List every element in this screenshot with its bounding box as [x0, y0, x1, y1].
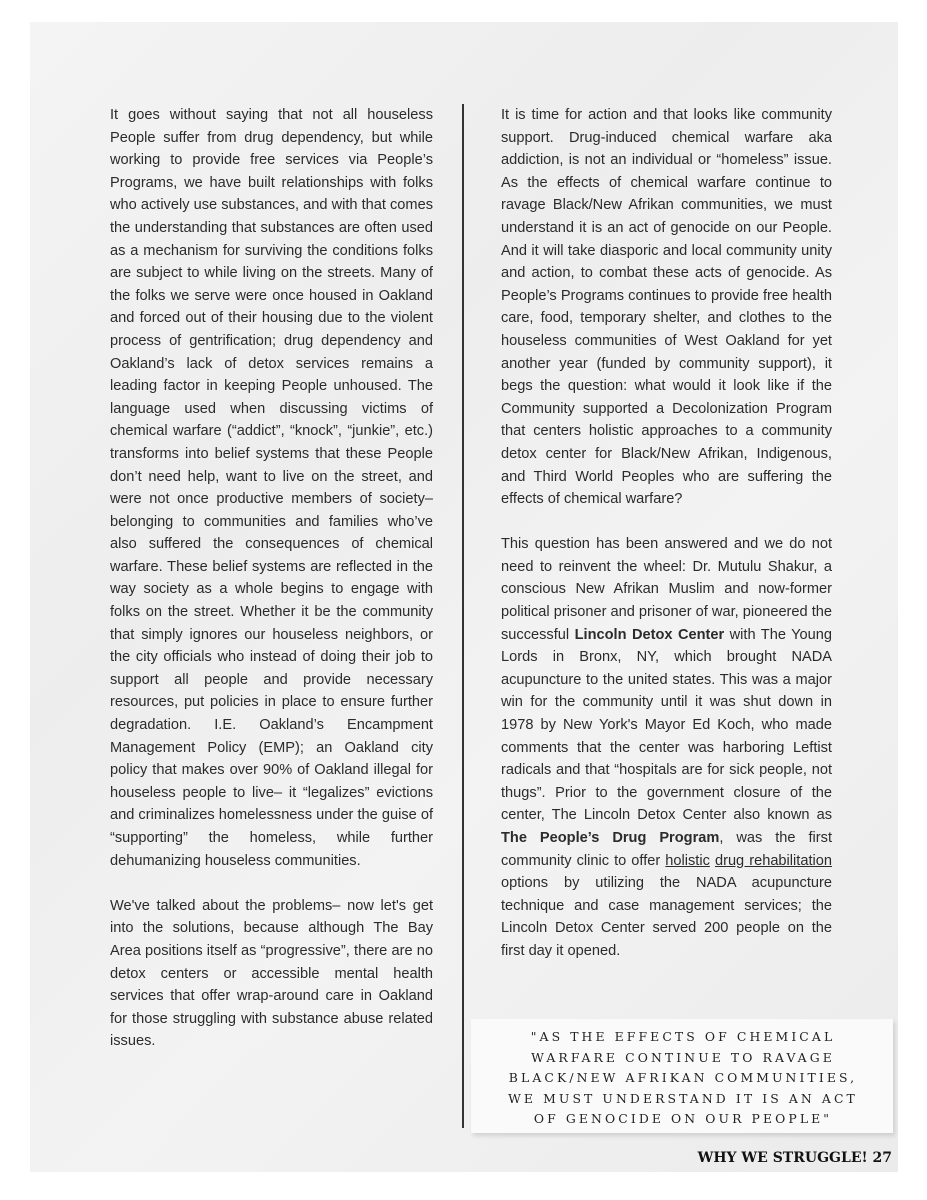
left-paragraph-2: We've talked about the problems– now let's get into the solutions, because although The Bay Area positions itself as “progressive”, there are no detox centers or accessible mental health services that offer wrap-around care in Oakland for those struggling with substance abuse related issues.: [110, 897, 433, 1050]
right-paragraph-2-text-b: with The Young Lords in Bronx, NY, which brought NADA acupuncture to the united states. This was a major win for the community until it was shut down in 1978 by New York's Mayor Ed Koch, who made comments that the center was harboring Leftist radicals and that “hospitals are for sick people, not thugs”. Prior to the government closure of the center, The Lincoln Detox Center also known as: [501, 626, 832, 824]
lincoln-detox-center-bold: Lincoln Detox Center: [574, 626, 725, 643]
right-paragraph-1: It is time for action and that looks like community support. Drug-induced chemical warfare aka addiction, is not an individual or “homeless” issue. As the effects of chemical warfare continue to ravage Black/New Afrikan communities, we must understand it is an act of genocide on our People. And it will take diasporic and local community unity and action, to combat these acts of genocide. As People’s Programs continues to provide free health care, food, temporary shelter, and clothes to the houseless communities of West Oakland for yet another year (funded by community support), it begs the question: what would it look like if the Community supported a Decolonization Program that centers holistic approaches to a community detox center for Black/New Afrikan, Indigenous, and Third World Peoples who are suffering the effects of chemical warfare?: [501, 107, 832, 508]
pull-quote: "AS THE EFFECTS OF CHEMICAL WARFARE CONTINUE TO RAVAGE BLACK/NEW AFRIKAN COMMUNITIES, WE MUST UNDERSTAND IT IS AN ACT OF GENOCIDE ON OUR PEOPLE": [508, 1029, 858, 1127]
drug-rehabilitation-link[interactable]: drug rehabilitation: [714, 852, 832, 869]
left-paragraph-1: It goes without saying that not all houseless People suffer from drug dependency, but while working to provide free services via People’s Programs, we have built relationships with folks who actively use substances, and with that comes the understanding that substances are often used as a mechanism for surviving the conditions folks are subject to while living on the streets. Many of the folks we serve were once housed in Oakland and forced out of their housing due to the violent process of gentrification; drug dependency and Oakland’s lack of detox services remains a leading factor in keeping People unhoused. The language used when discussing victims of chemical warfare (“addict”, “knock”, “junkie”, etc.) transforms into belief systems that these People don’t need help, want to live on the street, and were not once productive members of society– belonging to communities and families who’ve also suffered the consequences of chemical warfare. These belief systems are reflected in the way society as a whole begins to engage with folks on the street. Whether it be the community that simply ignores our houseless neighbors, or the city officials who instead of doing their job to support all people and provide necessary resources, put policies in place to ensure further degradation. I.E. Oakland’s Encampment Management Policy (EMP); an Oakland city policy that makes over 90% of Oakland illegal for houseless people to live– it “legalizes” evictions and criminalizes homelessness under the guise of “supporting” the homeless, while further dehumanizing houseless communities.: [110, 107, 433, 869]
left-column: [110, 104, 433, 1076]
column-divider: [462, 104, 464, 1128]
page-footer: [698, 1150, 892, 1166]
right-column: [501, 104, 832, 985]
peoples-drug-program-bold: The People’s Drug Program: [501, 830, 720, 846]
holistic-link[interactable]: holistic: [665, 852, 710, 869]
page-number: 27: [872, 1150, 892, 1166]
magazine-title: WHY WE STRUGGLE!: [697, 1150, 868, 1166]
right-paragraph-2-text-c: , was the first community clinic to offer: [501, 830, 832, 869]
right-paragraph-2-text-a: This question has been answered and we do not need to reinvent the wheel: Dr. Mutulu Shakur, a conscious New Afrikan Muslim and now-former political prisoner and prisoner of war, pioneered the successful: [501, 536, 832, 643]
right-paragraph-2-text-d: options by utilizing the NADA acupuncture technique and case management services; the Lincoln Detox Center served 200 people on the first day it opened.: [501, 875, 832, 959]
right-paragraph-2: [501, 533, 832, 962]
